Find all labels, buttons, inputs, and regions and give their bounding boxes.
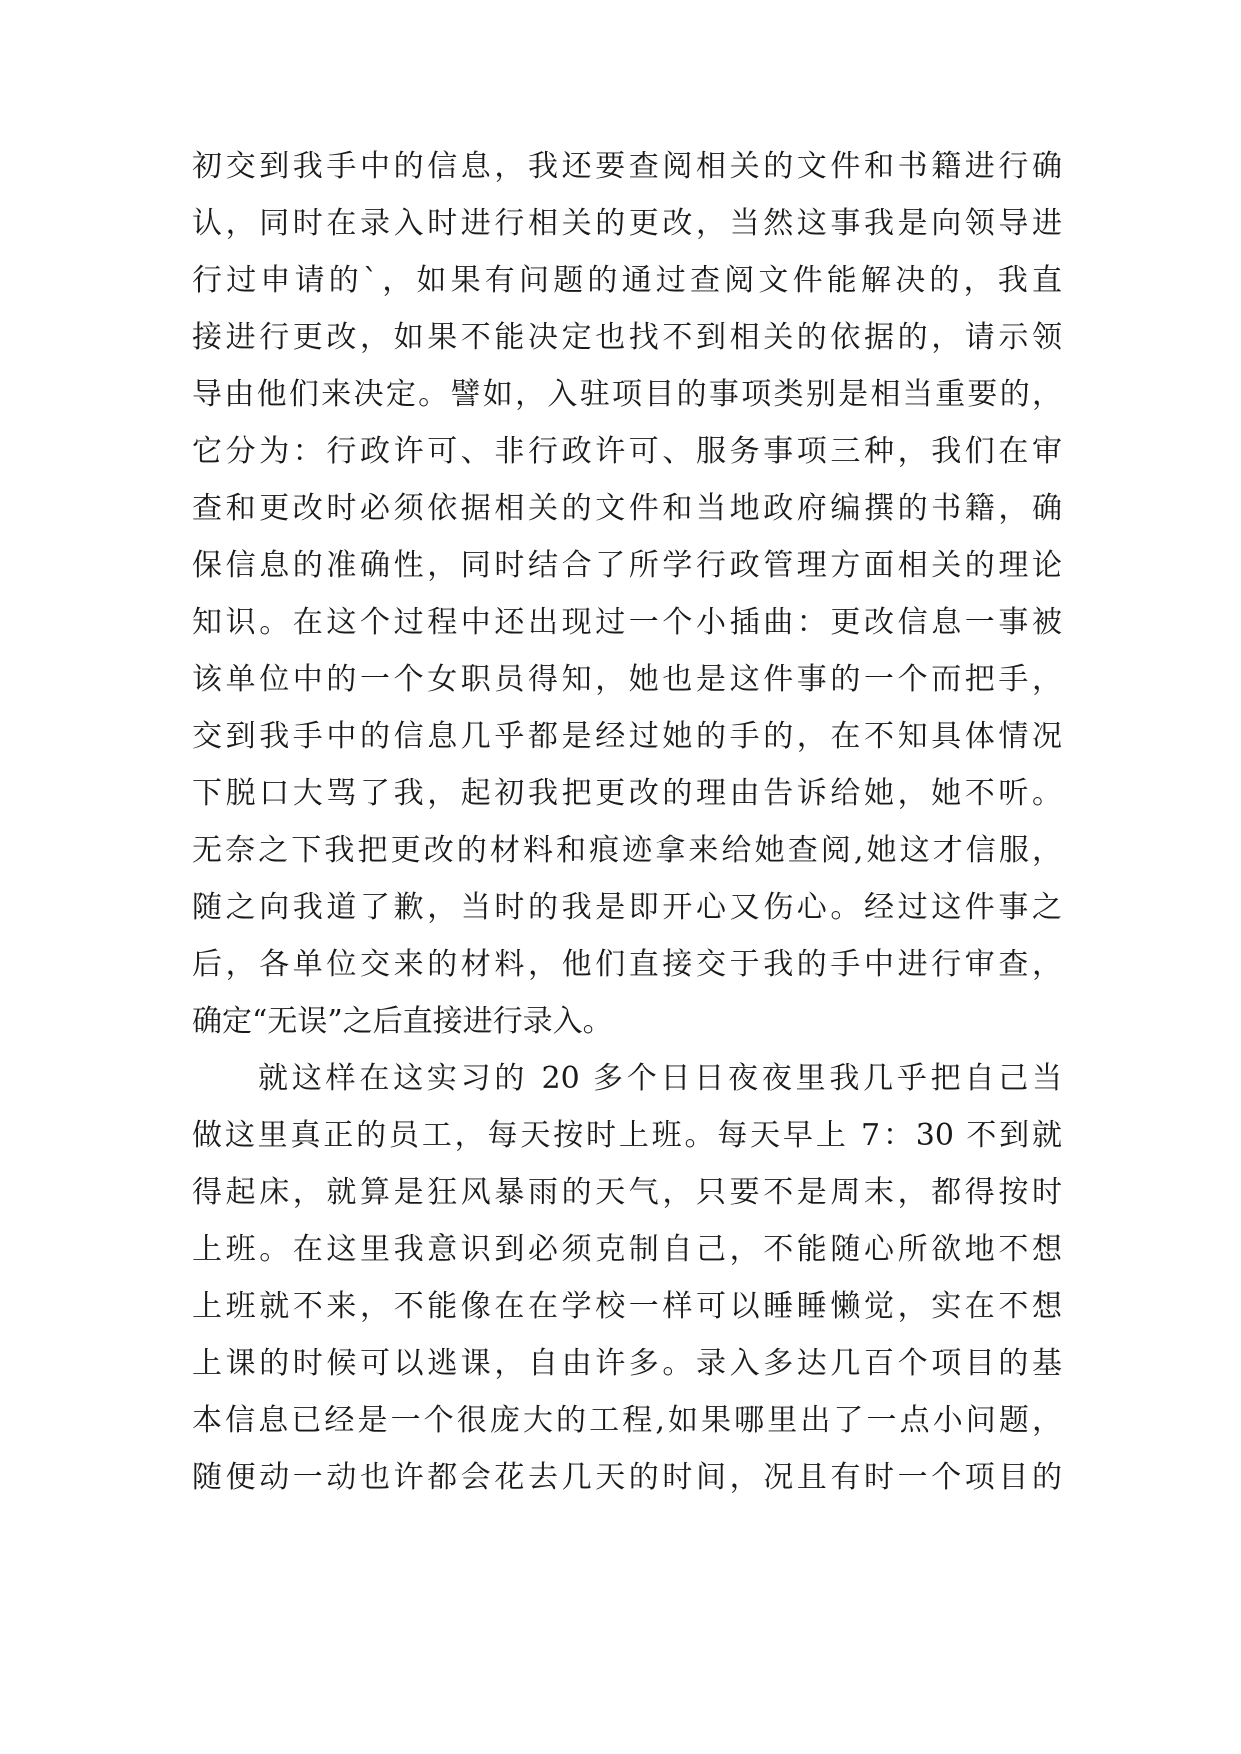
text-line: 该单位中的一个女职员得知，她也是这件事的一个而把手， <box>192 662 1062 697</box>
text-line: 初交到我手中的信息，我还要查阅相关的文件和书籍进行确 <box>192 149 1062 184</box>
text-line: 保信息的准确性，同时结合了所学行政管理方面相关的理论 <box>192 548 1062 583</box>
text-line: 做这里真正的员工，每天按时上班。每天早上 7：30 不到就 <box>192 1118 1062 1153</box>
text-line: 交到我手中的信息几乎都是经过她的手的，在不知具体情况 <box>192 719 1062 754</box>
text-line: 查和更改时必须依据相关的文件和当地政府编撰的书籍，确 <box>192 491 1062 526</box>
text-line: 认，同时在录入时进行相关的更改，当然这事我是向领导进 <box>192 206 1062 241</box>
text-line: 导由他们来决定。譬如，入驻项目的事项类别是相当重要的， <box>192 377 1062 412</box>
text-line: 上课的时候可以逃课，自由许多。录入多达几百个项目的基 <box>192 1346 1062 1381</box>
text-line: 行过申请的`，如果有问题的通过查阅文件能解决的，我直 <box>192 263 1062 298</box>
text-line: 就这样在这实习的 20 多个日日夜夜里我几乎把自己当 <box>258 1061 1062 1096</box>
text-line: 后，各单位交来的材料，他们直接交于我的手中进行审查， <box>192 947 1062 982</box>
text-line: 本信息已经是一个很庞大的工程,如果哪里出了一点小问题， <box>192 1403 1062 1438</box>
text-line: 随便动一动也许都会花去几天的时间，况且有时一个项目的 <box>192 1460 1062 1495</box>
text-line: 随之向我道了歉，当时的我是即开心又伤心。经过这件事之 <box>192 890 1062 925</box>
text-line: 下脱口大骂了我，起初我把更改的理由告诉给她，她不听。 <box>192 776 1062 811</box>
text-line: 接进行更改，如果不能决定也找不到相关的依据的，请示领 <box>192 320 1062 355</box>
text-line: 得起床，就算是狂风暴雨的天气，只要不是周末，都得按时 <box>192 1175 1062 1210</box>
text-line: 无奈之下我把更改的材料和痕迹拿来给她查阅,她这才信服， <box>192 833 1062 868</box>
text-line: 上班就不来，不能像在在学校一样可以睡睡懒觉，实在不想 <box>192 1289 1062 1324</box>
text-line: 上班。在这里我意识到必须克制自己，不能随心所欲地不想 <box>192 1232 1062 1267</box>
text-line: 它分为：行政许可、非行政许可、服务事项三种，我们在审 <box>192 434 1062 469</box>
text-line: 知识。在这个过程中还出现过一个小插曲：更改信息一事被 <box>192 605 1062 640</box>
text-line: 确定“无误”之后直接进行录入。 <box>192 1004 613 1039</box>
